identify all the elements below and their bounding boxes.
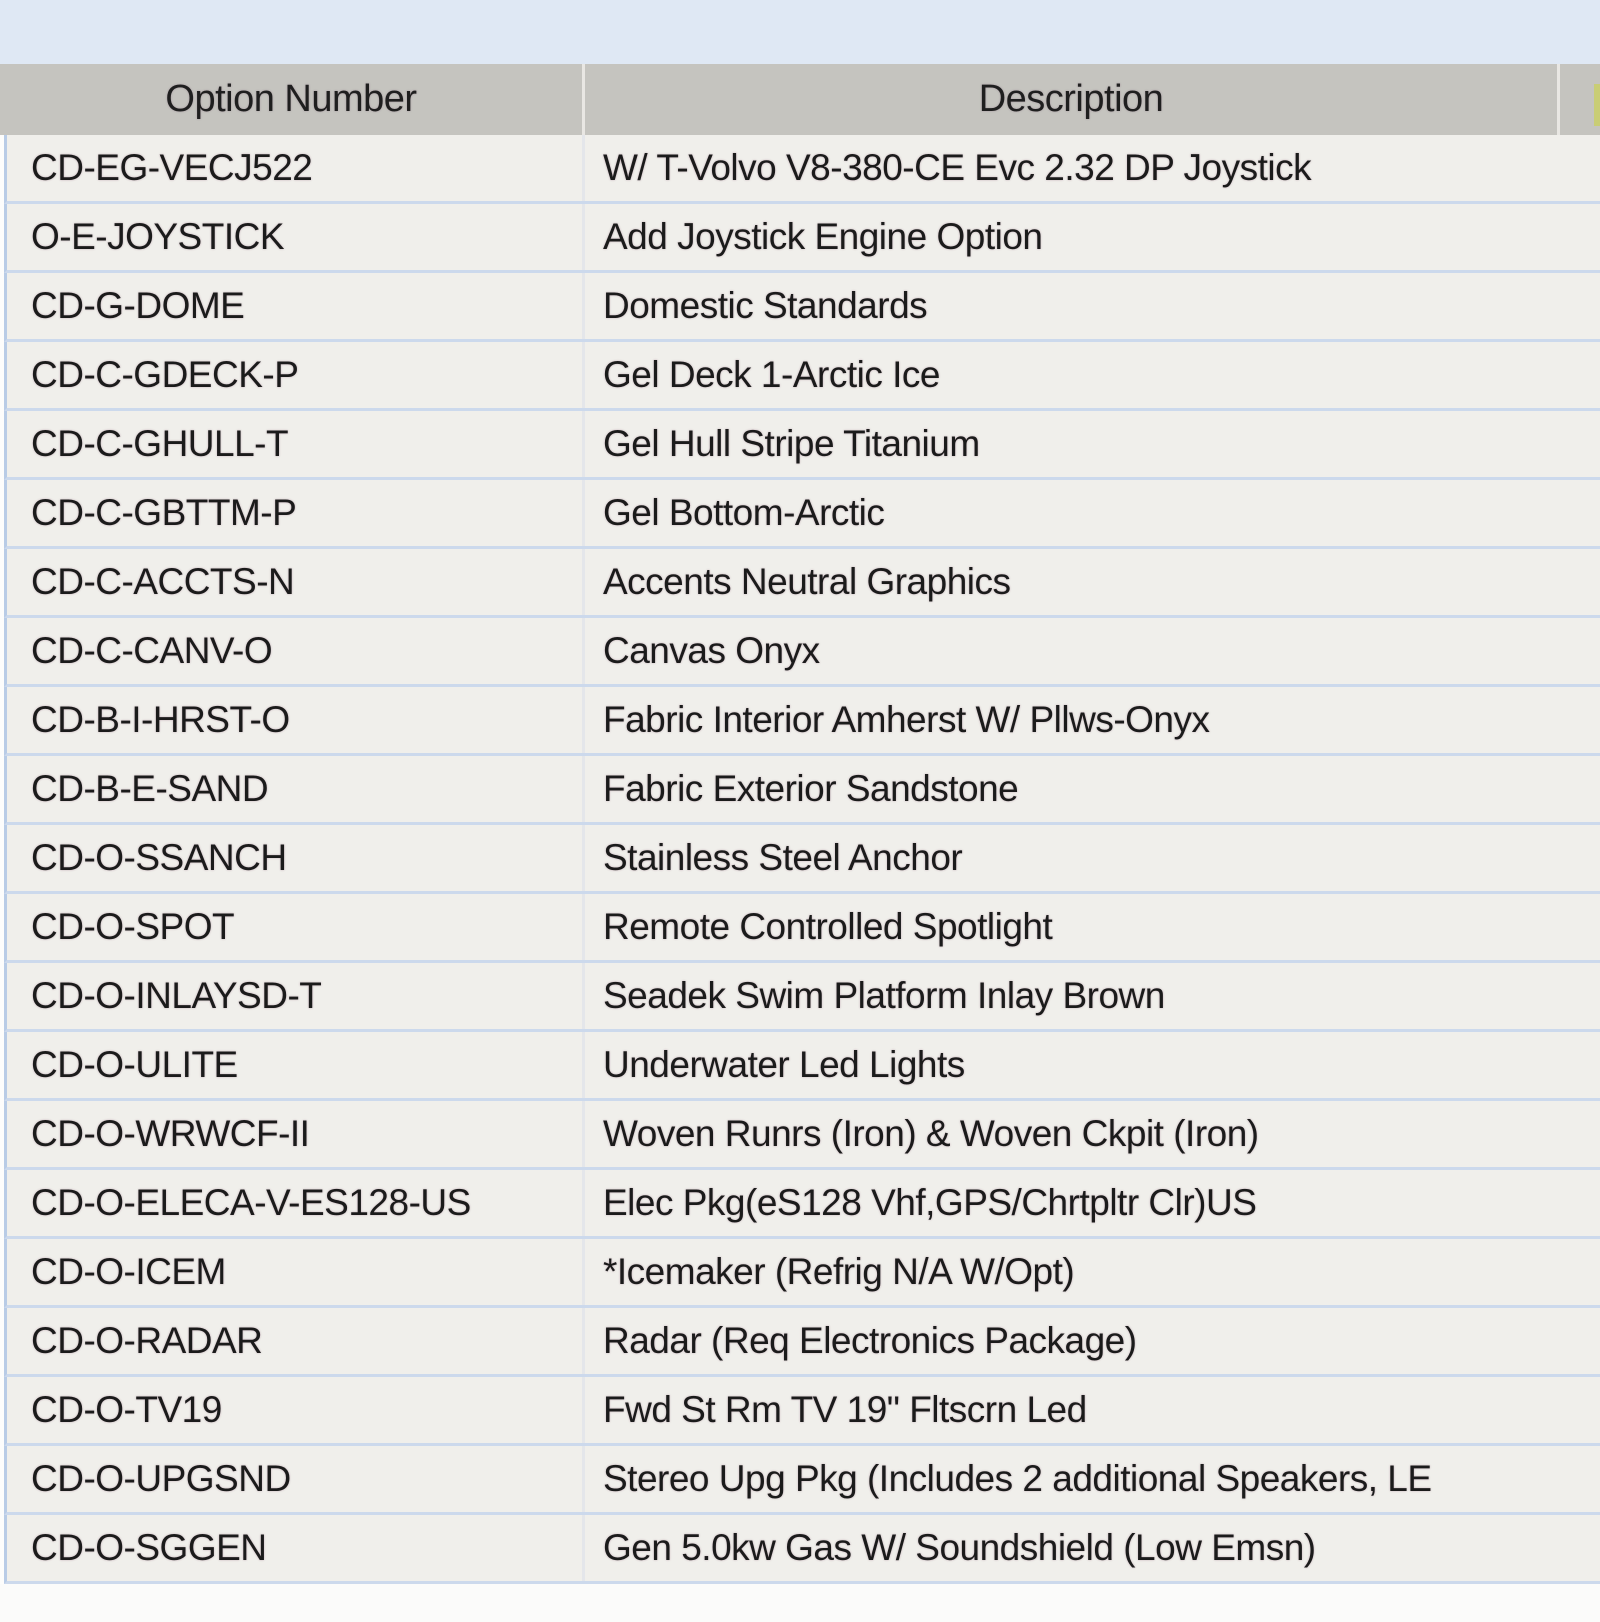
table-row (4, 273, 1600, 342)
description-cell[interactable]: *Icemaker (Refrig N/A W/Opt) (603, 1251, 1075, 1292)
description-cell[interactable]: Woven Runrs (Iron) & Woven Ckpit (Iron) (603, 1113, 1259, 1154)
table-row (4, 1239, 1600, 1308)
extra-cell[interactable] (1557, 1239, 1600, 1305)
option-number-cell[interactable]: CD-O-ELECA-V-ES128-US (7, 1170, 585, 1236)
table-row (4, 963, 1600, 1032)
option-number-cell[interactable]: CD-C-GDECK-P (7, 342, 585, 408)
option-number-cell[interactable]: CD-O-WRWCF-II (7, 1101, 585, 1167)
option-number-cell[interactable]: CD-O-ICEM (7, 1239, 585, 1305)
description-cell[interactable]: Domestic Standards (603, 285, 928, 326)
description-cell[interactable]: Gel Bottom-Arctic (603, 492, 885, 533)
option-number-cell[interactable]: CD-O-ULITE (7, 1032, 585, 1098)
description-cell[interactable]: Radar (Req Electronics Package) (603, 1320, 1137, 1361)
extra-cell[interactable] (1557, 756, 1600, 822)
option-number-cell[interactable]: CD-C-GHULL-T (7, 411, 585, 477)
table-row (4, 1308, 1600, 1377)
bottom-filler (0, 1584, 1600, 1622)
option-number-cell[interactable]: CD-EG-VECJ522 (7, 135, 585, 201)
clipped-header-icon (1594, 84, 1600, 126)
extra-cell[interactable] (1557, 1032, 1600, 1098)
extra-cell[interactable] (1557, 1308, 1600, 1374)
table-row (4, 1101, 1600, 1170)
description-cell[interactable]: Fwd St Rm TV 19" Fltscrn Led (603, 1389, 1087, 1430)
option-number-cell[interactable]: CD-C-CANV-O (7, 618, 585, 684)
table-row (4, 411, 1600, 480)
option-number-cell[interactable]: CD-O-SGGEN (7, 1515, 585, 1581)
table-row (4, 894, 1600, 963)
description-cell[interactable]: Gel Hull Stripe Titanium (603, 423, 980, 464)
extra-cell[interactable] (1557, 894, 1600, 960)
extra-cell[interactable] (1557, 549, 1600, 615)
extra-cell[interactable] (1557, 687, 1600, 753)
option-number-cell[interactable]: CD-C-GBTTM-P (7, 480, 585, 546)
table-row (4, 756, 1600, 825)
table-row (4, 1377, 1600, 1446)
table-row (4, 204, 1600, 273)
table-row (4, 687, 1600, 756)
option-number-cell[interactable]: CD-B-E-SAND (7, 756, 585, 822)
table-row (4, 135, 1600, 204)
extra-cell[interactable] (1557, 1101, 1600, 1167)
extra-cell[interactable] (1557, 1377, 1600, 1443)
extra-cell[interactable] (1557, 825, 1600, 891)
option-number-cell[interactable]: CD-O-RADAR (7, 1308, 585, 1374)
description-cell[interactable]: Elec Pkg(eS128 Vhf,GPS/Chrtpltr Clr)US (603, 1182, 1257, 1223)
description-cell[interactable]: Accents Neutral Graphics (603, 561, 1011, 602)
option-number-cell[interactable]: CD-O-UPGSND (7, 1446, 585, 1512)
option-number-cell[interactable]: CD-O-TV19 (7, 1377, 585, 1443)
option-number-cell[interactable]: CD-O-SSANCH (7, 825, 585, 891)
top-spacer-band (0, 0, 1600, 64)
extra-cell[interactable] (1557, 963, 1600, 1029)
extra-cell[interactable] (1557, 480, 1600, 546)
table-row (4, 480, 1600, 549)
extra-cell[interactable] (1557, 135, 1600, 201)
table-row (4, 618, 1600, 687)
table-row (4, 825, 1600, 894)
table-row (4, 342, 1600, 411)
description-cell[interactable]: Add Joystick Engine Option (603, 216, 1043, 257)
option-number-cell[interactable]: CD-C-ACCTS-N (7, 549, 585, 615)
description-cell[interactable]: Underwater Led Lights (603, 1044, 965, 1085)
description-cell[interactable]: Canvas Onyx (603, 630, 820, 671)
description-cell[interactable]: Fabric Interior Amherst W/ Pllws-Onyx (603, 699, 1210, 740)
extra-cell[interactable] (1557, 618, 1600, 684)
extra-cell[interactable] (1557, 411, 1600, 477)
description-cell[interactable]: Stereo Upg Pkg (Includes 2 additional Speakers, LE (603, 1458, 1432, 1499)
column-header-clipped[interactable] (1560, 64, 1600, 135)
table-row (4, 1515, 1600, 1584)
extra-cell[interactable] (1557, 204, 1600, 270)
table-row (4, 1032, 1600, 1101)
description-cell[interactable]: Fabric Exterior Sandstone (603, 768, 1019, 809)
description-cell[interactable]: Remote Controlled Spotlight (603, 906, 1053, 947)
description-cell[interactable]: Gel Deck 1-Arctic Ice (603, 354, 940, 395)
table-body (0, 135, 1600, 1584)
description-cell[interactable]: W/ T-Volvo V8-380-CE Evc 2.32 DP Joystick (603, 147, 1312, 188)
column-header-option-number[interactable]: Option Number (0, 64, 585, 135)
extra-cell[interactable] (1557, 1515, 1600, 1581)
extra-cell[interactable] (1557, 342, 1600, 408)
extra-cell[interactable] (1557, 1170, 1600, 1236)
option-number-cell[interactable]: CD-B-I-HRST-O (7, 687, 585, 753)
extra-cell[interactable] (1557, 273, 1600, 339)
description-cell[interactable]: Stainless Steel Anchor (603, 837, 963, 878)
table-row (4, 1170, 1600, 1239)
description-cell[interactable]: Gen 5.0kw Gas W/ Soundshield (Low Emsn) (603, 1527, 1316, 1568)
option-number-cell[interactable]: CD-G-DOME (7, 273, 585, 339)
table-row (4, 549, 1600, 618)
option-number-cell[interactable]: CD-O-SPOT (7, 894, 585, 960)
table-row (4, 1446, 1600, 1515)
option-number-cell[interactable]: CD-O-INLAYSD-T (7, 963, 585, 1029)
option-number-cell[interactable]: O-E-JOYSTICK (7, 204, 585, 270)
column-header-description[interactable]: Description (585, 64, 1560, 135)
extra-cell[interactable] (1557, 1446, 1600, 1512)
description-cell[interactable]: Seadek Swim Platform Inlay Brown (603, 975, 1165, 1016)
grid-header-row (0, 64, 1600, 135)
